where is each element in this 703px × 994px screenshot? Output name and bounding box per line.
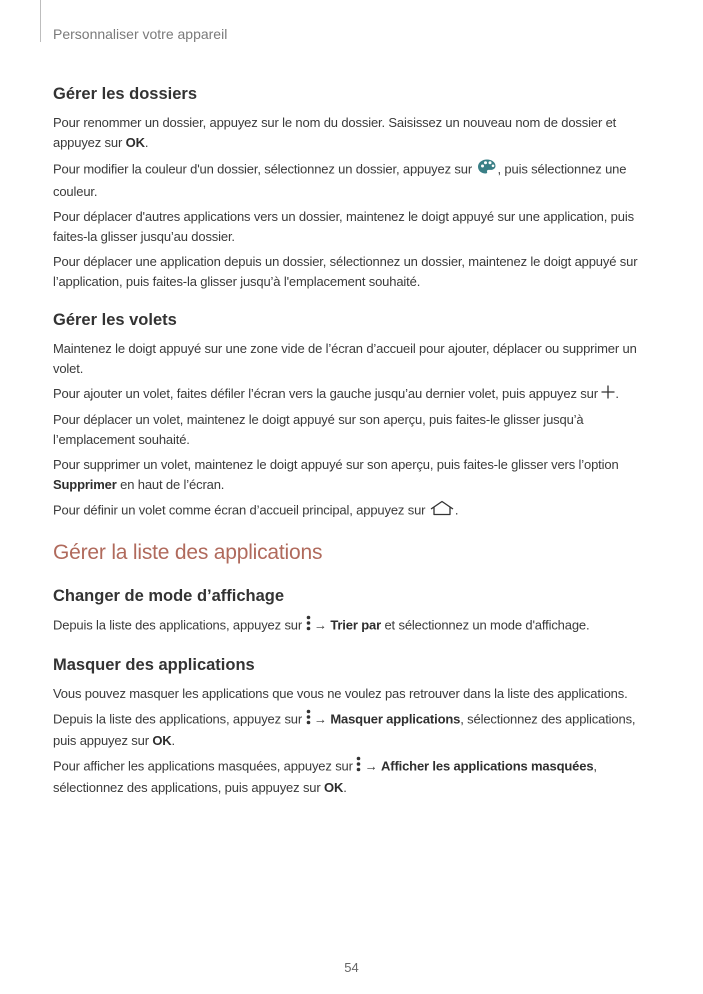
header-rule bbox=[40, 0, 41, 42]
paragraph: Pour ajouter un volet, faites défiler l’écran vers la gauche jusqu’au dernier volet, puis appuyez sur . bbox=[53, 384, 653, 405]
section-view-mode bbox=[53, 586, 653, 637]
section-title: Gérer les dossiers bbox=[53, 85, 198, 103]
paragraph: Pour modifier la couleur d'un dossier, sélectionnez un dossier, appuyez sur , puis sélectionnez une couleur. bbox=[53, 158, 653, 202]
paragraph: Pour définir un volet comme écran d’accueil principal, appuyez sur . bbox=[53, 500, 653, 522]
section-hide-apps bbox=[53, 655, 653, 798]
paragraph: Maintenez le doigt appuyé sur une zone vide de l’écran d’accueil pour ajouter, déplacer ou supprimer un volet. bbox=[53, 341, 637, 376]
paragraph: Vous pouvez masquer les applications que vous ne voulez pas retrouver dans la liste des applications. bbox=[53, 685, 628, 701]
section-apps-list bbox=[53, 540, 653, 798]
section-title: Gérer les volets bbox=[53, 311, 177, 329]
home-icon bbox=[429, 500, 455, 522]
paragraph: Pour déplacer une application depuis un dossier, sélectionnez un dossier, maintenez le doigt appuyé sur l’application, puis faites-la glisser jusqu’à l'emplacement souhaité. bbox=[53, 254, 638, 289]
paragraph: Pour supprimer un volet, maintenez le doigt appuyé sur son aperçu, puis faites-le glisser vers l’option Supprimer en haut de l’écran. bbox=[53, 456, 619, 492]
paragraph: Pour déplacer d'autres applications vers un dossier, maintenez le doigt appuyé sur une application, puis faites-la glisser jusqu’au dossier. bbox=[53, 209, 634, 244]
section-folders bbox=[53, 84, 653, 292]
section-title: Changer de mode d’affichage bbox=[53, 586, 285, 605]
plus-icon bbox=[601, 385, 615, 405]
major-section-title: Gérer la liste des applications bbox=[53, 540, 323, 564]
paragraph: Depuis la liste des applications, appuyez sur → Masquer applications, sélectionnez des applications, puis appuyez sur OK. bbox=[53, 709, 653, 751]
section-title: Masquer des applications bbox=[53, 655, 255, 674]
paragraph: Pour déplacer un volet, maintenez le doigt appuyé sur son aperçu, puis faites-le glisser jusqu’à l’emplacement souhaité. bbox=[53, 411, 584, 447]
page-number: 54 bbox=[344, 960, 359, 975]
section-panels bbox=[53, 310, 653, 522]
paragraph: Pour afficher les applications masquées, appuyez sur → Afficher les applications masquées, sélectionnez des applications, puis appuyez sur OK. bbox=[53, 756, 653, 798]
paragraph: Pour renommer un dossier, appuyez sur le nom du dossier. Saisissez un nouveau nom de dossier et appuyez sur OK. bbox=[53, 115, 617, 150]
palette-icon bbox=[476, 158, 498, 182]
running-title: Personnaliser votre appareil bbox=[53, 26, 228, 42]
paragraph: Depuis la liste des applications, appuyez sur → Trier par et sélectionnez un mode d'affichage. bbox=[53, 615, 653, 637]
page-content bbox=[53, 84, 653, 816]
